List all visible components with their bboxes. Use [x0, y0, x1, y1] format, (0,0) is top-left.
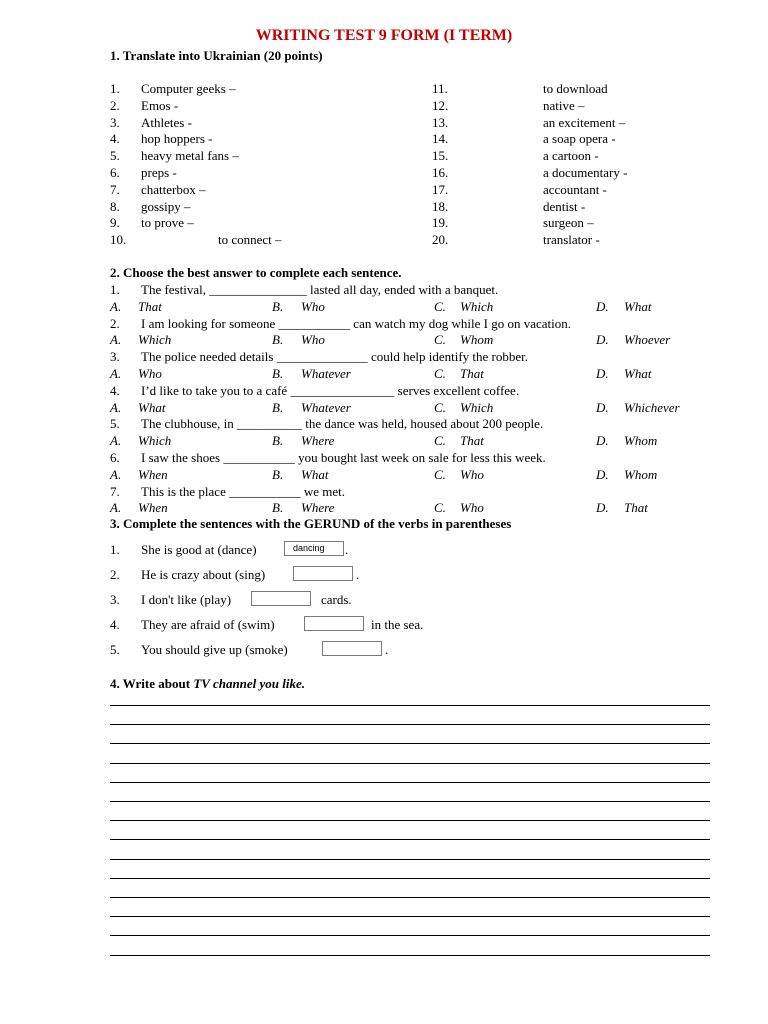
vocab-word: native – — [543, 97, 585, 113]
option-text[interactable]: Which — [460, 399, 494, 415]
vocab-word: Emos - — [141, 97, 179, 113]
answer-options — [0, 298, 768, 315]
item-prompt: You should give up (smoke) — [141, 642, 288, 657]
writing-line[interactable] — [110, 743, 710, 744]
writing-line[interactable] — [110, 955, 710, 956]
vocab-row — [0, 231, 768, 248]
item-suffix: . — [345, 542, 349, 557]
vocab-number: 12. — [432, 97, 449, 113]
question-number: 4. — [110, 382, 120, 398]
option-letter[interactable]: D. — [596, 366, 609, 381]
vocab-number: 19. — [432, 215, 449, 231]
vocab-row — [0, 214, 768, 231]
option-letter[interactable]: C. — [434, 433, 446, 449]
vocab-number: 15. — [432, 148, 449, 164]
question-row — [0, 415, 768, 432]
section1-heading: 1. Translate into Ukrainian (20 points) — [110, 48, 323, 63]
option-text[interactable]: What — [624, 298, 652, 314]
option-letter[interactable]: A. — [110, 366, 122, 381]
question-row — [0, 449, 768, 466]
vocab-row — [0, 181, 768, 198]
option-text[interactable]: Which — [138, 332, 172, 348]
option-text[interactable]: Who — [138, 366, 162, 381]
gerund-item — [0, 641, 768, 658]
vocab-number: 5. — [110, 148, 120, 164]
item-number: 3. — [110, 592, 120, 607]
question-number: 7. — [110, 483, 120, 499]
vocab-word: an excitement – — [543, 114, 626, 130]
writing-line[interactable] — [110, 820, 710, 821]
vocab-word: to prove – — [141, 215, 194, 231]
answer-options — [0, 331, 768, 348]
option-letter[interactable]: B. — [272, 466, 284, 482]
writing-line[interactable] — [110, 705, 710, 706]
vocab-word: dentist - — [543, 198, 586, 214]
option-text[interactable]: What — [138, 399, 166, 415]
vocab-word: a cartoon - — [543, 148, 599, 164]
vocab-number: 11. — [432, 81, 448, 96]
option-text[interactable]: That — [460, 366, 484, 381]
writing-line[interactable] — [110, 782, 710, 783]
question-number: 1. — [110, 282, 120, 297]
section3-heading: 3. Complete the sentences with the GERUND of the verbs in parentheses — [110, 516, 512, 531]
item-prompt: They are afraid of (swim) — [141, 617, 275, 632]
gerund-item — [0, 566, 768, 583]
option-letter[interactable]: B. — [272, 500, 284, 516]
vocab-number: 1. — [110, 81, 120, 96]
vocab-word: Computer geeks – — [141, 81, 236, 96]
item-prompt: I don't like (play) — [141, 592, 232, 607]
option-letter[interactable]: C. — [434, 298, 446, 314]
vocab-row — [0, 80, 768, 97]
vocab-number: 6. — [110, 165, 120, 180]
question-text: I saw the shoes ___________ you bought last week on sale for less this week. — [141, 450, 546, 465]
option-letter[interactable]: D. — [596, 332, 609, 348]
vocab-row — [0, 114, 768, 131]
vocab-row — [0, 130, 768, 147]
vocab-number: 17. — [432, 181, 449, 197]
question-number: 3. — [110, 349, 120, 365]
option-text[interactable]: Whichever — [624, 399, 680, 415]
answer-options — [0, 466, 768, 483]
writing-line[interactable] — [110, 839, 710, 840]
gerund-input[interactable] — [251, 591, 311, 606]
item-number: 4. — [110, 617, 120, 632]
vocab-word: Athletes - — [141, 114, 192, 130]
option-text[interactable]: Who — [301, 332, 325, 348]
question-number: 5. — [110, 416, 120, 432]
vocab-word: hop hoppers - — [141, 131, 213, 147]
vocab-number: 10. — [110, 232, 127, 248]
item-suffix: . — [385, 642, 389, 657]
vocab-number: 7. — [110, 181, 120, 197]
option-text[interactable]: Who — [301, 298, 325, 314]
option-text[interactable]: Whoever — [624, 332, 671, 348]
question-text: The festival, _______________ lasted all day, ended with a banquet. — [141, 282, 499, 297]
option-letter[interactable]: A. — [110, 332, 122, 348]
gerund-item — [0, 591, 768, 608]
option-letter[interactable]: D. — [596, 399, 609, 415]
answer-options — [0, 399, 768, 416]
vocab-word: accountant - — [543, 181, 607, 197]
option-text[interactable]: Whom — [624, 466, 658, 482]
writing-line[interactable] — [110, 878, 710, 879]
writing-line[interactable] — [110, 935, 710, 936]
section4-heading-prefix: 4. Write about — [110, 676, 194, 691]
vocab-number: 2. — [110, 97, 120, 113]
section4-heading-topic: TV channel you like. — [193, 676, 306, 691]
question-number: 6. — [110, 450, 120, 465]
vocab-word: a documentary - — [543, 165, 628, 180]
option-text[interactable]: Where — [301, 500, 335, 516]
writing-line[interactable] — [110, 897, 710, 898]
answer-options — [0, 499, 768, 516]
option-text[interactable]: When — [138, 500, 168, 516]
section2-heading: 2. Choose the best answer to complete each sentence. — [110, 265, 402, 280]
question-text: The police needed details ______________ could help identify the robber. — [141, 349, 529, 365]
option-letter[interactable]: A. — [110, 298, 122, 314]
vocab-number: 4. — [110, 131, 120, 147]
vocab-number: 16. — [432, 165, 449, 180]
vocab-number: 20. — [432, 232, 449, 248]
option-letter[interactable]: C. — [434, 332, 446, 348]
vocab-row — [0, 198, 768, 215]
option-letter[interactable]: A. — [110, 433, 122, 449]
vocab-number: 3. — [110, 114, 120, 130]
option-text[interactable]: Who — [460, 500, 484, 516]
gerund-input[interactable]: dancing — [284, 541, 344, 556]
option-letter[interactable]: D. — [596, 433, 609, 449]
option-text[interactable]: Whatever — [301, 399, 351, 415]
item-number: 2. — [110, 567, 120, 582]
item-number: 5. — [110, 642, 120, 657]
writing-line[interactable] — [110, 801, 710, 802]
writing-line[interactable] — [110, 724, 710, 725]
item-number: 1. — [110, 542, 120, 557]
item-suffix: . — [356, 567, 360, 582]
option-text[interactable]: Which — [138, 433, 172, 449]
option-letter[interactable]: C. — [434, 500, 446, 516]
gerund-item — [0, 616, 768, 633]
option-letter[interactable]: C. — [434, 466, 446, 482]
vocab-number: 8. — [110, 198, 120, 214]
option-letter[interactable]: D. — [596, 500, 609, 516]
option-text[interactable]: Who — [460, 466, 484, 482]
vocab-word: chatterbox – — [141, 181, 206, 197]
question-number: 2. — [110, 315, 120, 331]
gerund-input[interactable] — [304, 616, 364, 631]
option-letter[interactable]: B. — [272, 298, 284, 314]
vocab-word: surgeon – — [543, 215, 594, 231]
vocab-row — [0, 147, 768, 164]
test-title: WRITING TEST 9 FORM (I TERM) — [255, 27, 513, 44]
vocab-number: 13. — [432, 114, 449, 130]
option-letter[interactable]: B. — [272, 399, 284, 415]
question-text: I am looking for someone ___________ can watch my dog while I go on vacation. — [141, 315, 571, 331]
gerund-input[interactable] — [322, 641, 382, 656]
question-row — [0, 382, 768, 399]
vocab-word: to connect – — [218, 232, 282, 248]
option-letter[interactable]: A. — [110, 500, 122, 516]
section4-heading — [110, 676, 305, 692]
option-letter[interactable]: B. — [272, 332, 284, 348]
item-suffix: in the sea. — [371, 617, 424, 632]
item-prompt: She is good at (dance) — [141, 542, 257, 557]
writing-line[interactable] — [110, 859, 710, 860]
question-row — [0, 483, 768, 500]
option-text[interactable]: Which — [460, 298, 494, 314]
option-letter[interactable]: A. — [110, 466, 122, 482]
question-text: The clubhouse, in __________ the dance was held, housed about 200 people. — [141, 416, 544, 432]
vocab-word: translator - — [543, 232, 600, 248]
option-letter[interactable]: C. — [434, 399, 446, 415]
question-text: I’d like to take you to a café ________________ serves excellent coffee. — [141, 382, 520, 398]
item-prompt: He is crazy about (sing) — [141, 567, 266, 582]
vocab-row — [0, 97, 768, 114]
question-row — [0, 315, 768, 332]
vocab-word: a soap opera - — [543, 131, 616, 147]
vocab-row — [0, 164, 768, 181]
option-text[interactable]: That — [460, 433, 484, 449]
question-row — [0, 281, 768, 298]
gerund-item — [0, 541, 768, 558]
option-text[interactable]: Whom — [624, 433, 658, 449]
gerund-input[interactable] — [293, 566, 353, 581]
option-text[interactable]: What — [624, 366, 652, 381]
option-text[interactable]: That — [624, 500, 648, 516]
option-text[interactable]: When — [138, 466, 168, 482]
vocab-word: heavy metal fans – — [141, 148, 239, 164]
writing-line[interactable] — [110, 916, 710, 917]
vocab-word: to download — [543, 81, 608, 96]
option-letter[interactable]: B. — [272, 366, 284, 381]
writing-line[interactable] — [110, 763, 710, 764]
option-text[interactable]: That — [138, 298, 162, 314]
option-text[interactable]: Whom — [460, 332, 494, 348]
item-suffix: cards. — [321, 592, 352, 607]
option-letter[interactable]: B. — [272, 433, 284, 449]
option-letter[interactable]: D. — [596, 466, 609, 482]
answer-options — [0, 365, 768, 382]
option-letter[interactable]: A. — [110, 399, 122, 415]
option-letter[interactable]: D. — [596, 298, 609, 314]
vocab-word: gossipy – — [141, 198, 191, 214]
question-row — [0, 348, 768, 365]
question-text: This is the place ___________ we met. — [141, 483, 345, 499]
option-text[interactable]: Where — [301, 433, 335, 449]
option-letter[interactable]: C. — [434, 366, 446, 381]
vocab-number: 18. — [432, 198, 449, 214]
answer-options — [0, 432, 768, 449]
option-text[interactable]: What — [301, 466, 329, 482]
vocab-number: 14. — [432, 131, 449, 147]
vocab-number: 9. — [110, 215, 120, 231]
option-text[interactable]: Whatever — [301, 366, 351, 381]
vocab-word: preps - — [141, 165, 177, 180]
